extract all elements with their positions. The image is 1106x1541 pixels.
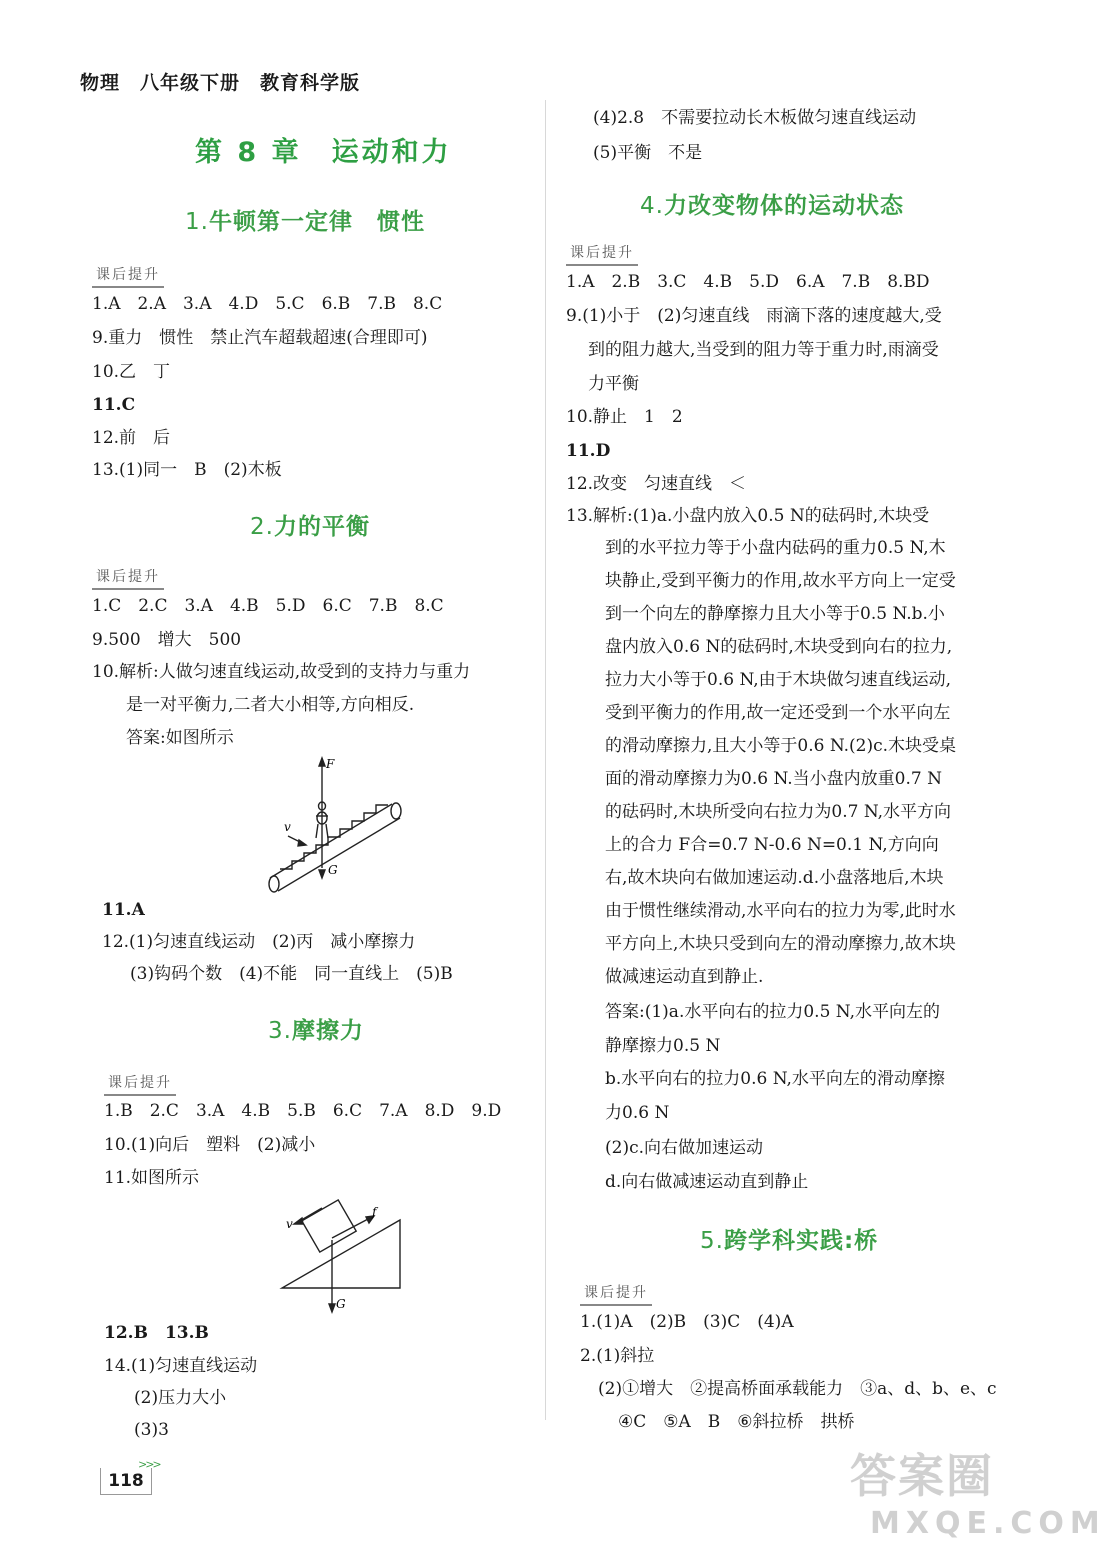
answer-line: 到一个向左的静摩擦力且大小等于0.5 N.b.小 — [605, 604, 945, 624]
velocity-label: v — [284, 820, 291, 834]
section-tag: 课后提升 — [92, 566, 164, 590]
answer-line: 11.C — [92, 395, 136, 415]
friction-label: f — [372, 1205, 377, 1219]
answer-line: 14.(1)匀速直线运动 — [104, 1356, 258, 1376]
answer-line: 1.(1)A (2)B (3)C (4)A — [580, 1312, 794, 1332]
column-divider — [545, 100, 546, 1420]
gravity-label: G — [328, 863, 338, 877]
page-number: 118 — [100, 1468, 152, 1495]
answer-line: 10.解析:人做匀速直线运动,故受到的支持力与重力 — [92, 662, 471, 682]
answer-line: 9.重力 惯性 禁止汽车超载超速(合理即可) — [92, 328, 428, 348]
section-tag: 课后提升 — [104, 1072, 176, 1096]
answer-line: 13.解析:(1)a.小盘内放入0.5 N的砝码时,木块受 — [566, 506, 930, 526]
watermark-line-2: MXQE.COM — [870, 1506, 1106, 1541]
answer-line: 块静止,受到平衡力的作用,故水平方向上一定受 — [605, 571, 956, 591]
answer-line: 答案:(1)a.水平向右的拉力0.5 N,水平向左的 — [605, 1002, 940, 1022]
answer-line: (3)3 — [134, 1420, 169, 1440]
answer-line: 面的滑动摩擦力为0.6 N.当小盘内放重0.7 N — [605, 769, 942, 789]
section-tag: 课后提升 — [580, 1282, 652, 1306]
answer-line: 12.前 后 — [92, 428, 171, 448]
answer-line: 13.(1)同一 B (2)木板 — [92, 460, 282, 480]
section-title-3: 3.摩擦力 — [268, 1018, 364, 1044]
answer-line: 1.B 2.C 3.A 4.B 5.B 6.C 7.A 8.D 9.D — [104, 1101, 502, 1121]
page-header: 物理 八年级下册 教育科学版 — [80, 72, 361, 94]
answer-line: 做减速运动直到静止. — [605, 967, 764, 987]
section-title-4: 4.力改变物体的运动状态 — [640, 193, 904, 219]
answer-line: 盘内放入0.6 N的砝码时,木块受到向右的拉力, — [605, 637, 953, 657]
answer-line: (2)c.向右做加速运动 — [605, 1138, 764, 1158]
answer-line: 静摩擦力0.5 N — [605, 1036, 721, 1056]
force-label-f: F — [326, 757, 335, 771]
answer-line: 拉力大小等于0.6 N,由于木块做匀速直线运动, — [605, 670, 952, 690]
answer-line: 右,故木块向右做加速运动.d.小盘落地后,木块 — [605, 868, 944, 888]
answer-line: 平方向上,木块只受到向左的滑动摩擦力,故木块 — [605, 934, 956, 954]
answer-line: 9.500 增大 500 — [92, 630, 242, 650]
answer-line: 的滑动摩擦力,且大小等于0.6 N.(2)c.木块受桌 — [605, 736, 957, 756]
answer-line: 11.D — [566, 441, 611, 461]
answer-line: 受到平衡力的作用,故一定还受到一个水平向左 — [605, 703, 951, 723]
answer-line: 答案:如图所示 — [126, 728, 234, 748]
answer-line: 11.A — [102, 900, 145, 920]
velocity-label: v — [286, 1217, 293, 1231]
answer-line: 力平衡 — [588, 374, 639, 394]
answer-line: ④C ⑤A B ⑥斜拉桥 拱桥 — [618, 1412, 855, 1432]
figure-block-on-incline — [278, 1198, 408, 1313]
answer-line: d.向右做减速运动直到静止 — [605, 1172, 809, 1192]
figure-person-on-escalator — [258, 756, 408, 896]
answer-line: 10.(1)向后 塑料 (2)减小 — [104, 1135, 316, 1155]
answer-line: 11.如图所示 — [104, 1168, 200, 1188]
answer-line: 到的阻力越大,当受到的阻力等于重力时,雨滴受 — [588, 340, 939, 360]
answer-line: 12.B 13.B — [104, 1323, 209, 1343]
section-tag: 课后提升 — [92, 264, 164, 288]
gravity-label: G — [336, 1297, 346, 1311]
section-title-1: 1.牛顿第一定律 惯性 — [185, 209, 425, 235]
answer-line: 1.A 2.A 3.A 4.D 5.C 6.B 7.B 8.C — [92, 294, 443, 314]
answer-line: (5)平衡 不是 — [593, 143, 703, 163]
answer-line: 力0.6 N — [605, 1103, 670, 1123]
answer-line: 由于惯性继续滑动,水平向右的拉力为零,此时水 — [605, 901, 956, 921]
page-arrows: >>> — [138, 1458, 160, 1471]
section-tag: 课后提升 — [566, 242, 638, 266]
answer-line: 12.(1)匀速直线运动 (2)丙 减小摩擦力 — [102, 932, 416, 952]
answer-line: 10.静止 1 2 — [566, 407, 683, 427]
answer-line: b.水平向右的拉力0.6 N,水平向左的滑动摩擦 — [605, 1069, 945, 1089]
answer-line: (4)2.8 不需要拉动长木板做匀速直线运动 — [593, 108, 917, 128]
answer-line: 是一对平衡力,二者大小相等,方向相反. — [126, 695, 415, 715]
answer-line: 2.(1)斜拉 — [580, 1346, 655, 1366]
watermark-line-1: 答案圈 — [850, 1449, 994, 1503]
section-title-5: 5.跨学科实践:桥 — [700, 1228, 879, 1254]
answer-line: 到的水平拉力等于小盘内砝码的重力0.5 N,木 — [605, 538, 946, 558]
answer-line: 的砝码时,木块所受向右拉力为0.7 N,水平方向 — [605, 802, 952, 822]
answer-line: 上的合力 F合=0.7 N-0.6 N=0.1 N,方向向 — [605, 835, 939, 855]
answer-line: 12.改变 匀速直线 ＜ — [566, 474, 747, 494]
answer-line: 9.(1)小于 (2)匀速直线 雨滴下落的速度越大,受 — [566, 306, 942, 326]
answer-line: 1.C 2.C 3.A 4.B 5.D 6.C 7.B 8.C — [92, 596, 444, 616]
section-title-2: 2.力的平衡 — [250, 514, 370, 540]
answer-line: (2)①增大 ②提高桥面承载能力 ③a、d、b、e、c — [598, 1379, 997, 1399]
answer-line: (3)钩码个数 (4)不能 同一直线上 (5)B — [130, 964, 453, 984]
answer-line: (2)压力大小 — [134, 1388, 227, 1408]
answer-line: 1.A 2.B 3.C 4.B 5.D 6.A 7.B 8.BD — [566, 272, 930, 292]
chapter-title: 第 8 章 运动和力 — [195, 137, 452, 168]
answer-line: 10.乙 丁 — [92, 362, 171, 382]
watermark — [850, 1440, 1106, 1541]
